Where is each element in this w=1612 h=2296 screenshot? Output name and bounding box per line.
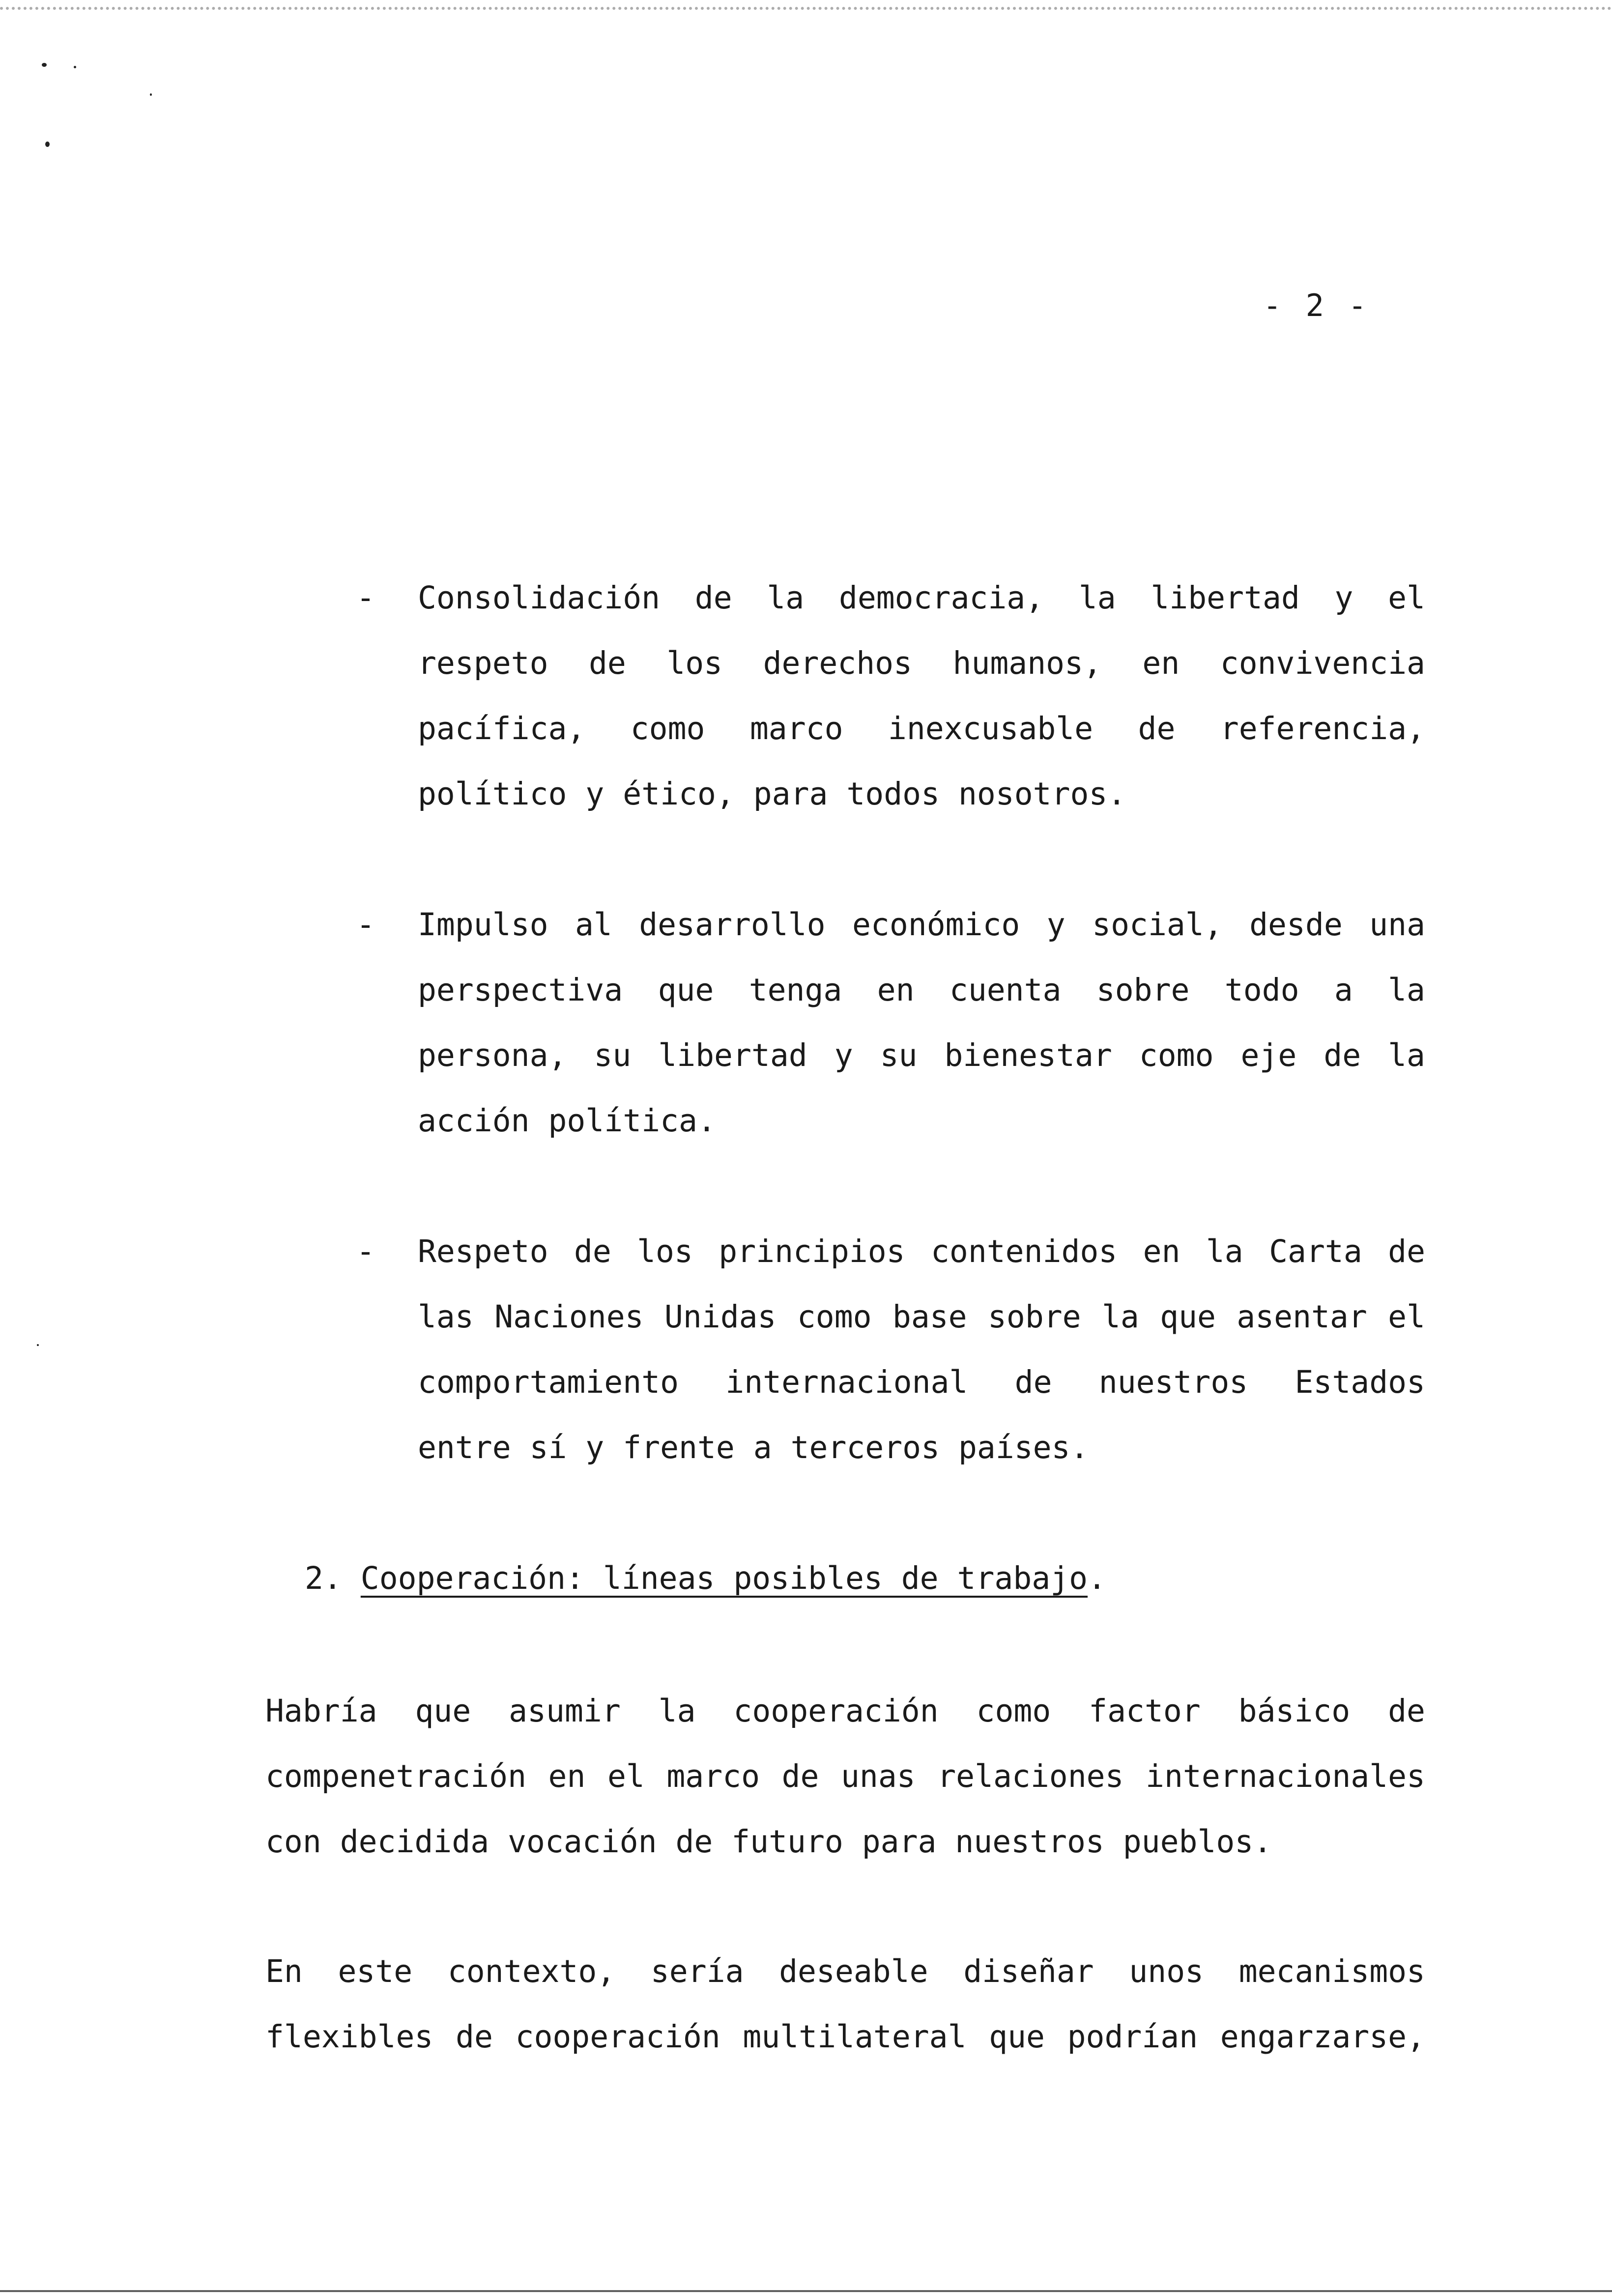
text-line: Impulso al desarrollo económico y social, desde una bbox=[418, 907, 1425, 943]
body-paragraph bbox=[265, 1678, 1425, 1874]
bullet-text bbox=[418, 892, 1425, 1153]
text-line: persona, su libertad y su bienestar como eje de la bbox=[418, 1037, 1425, 1073]
text-line: pacífica, como marco inexcusable de referencia, bbox=[418, 711, 1425, 746]
text-line: Respeto de los principios contenidos en la Carta de bbox=[418, 1234, 1425, 1269]
scan-speck bbox=[42, 63, 47, 67]
scan-speck bbox=[74, 66, 76, 68]
text-line: Habría que asumir la cooperación como factor básico de bbox=[265, 1693, 1425, 1729]
text-line: En este contexto, sería deseable diseñar unos mecanismos bbox=[265, 1953, 1425, 1989]
bullet-dash: - bbox=[356, 580, 375, 616]
section-number: 2. bbox=[305, 1560, 342, 1596]
section-title-end: . bbox=[1088, 1560, 1106, 1596]
text-line: Consolidación de la democracia, la libertad y el bbox=[418, 580, 1425, 616]
bullet-dash: - bbox=[356, 1234, 375, 1269]
text-line: perspectiva que tenga en cuenta sobre todo a la bbox=[418, 972, 1425, 1008]
text-line: comportamiento internacional de nuestros Estados bbox=[418, 1364, 1425, 1400]
body-paragraph bbox=[265, 1939, 1425, 2069]
bullet-text bbox=[418, 565, 1425, 827]
scan-speck bbox=[150, 93, 152, 96]
bullet-dash: - bbox=[356, 907, 375, 943]
section-title: Cooperación: líneas posibles de trabajo bbox=[360, 1560, 1088, 1596]
text-line: flexibles de cooperación multilateral que podrían engarzarse, bbox=[265, 2019, 1425, 2055]
text-line: acción política. bbox=[418, 1103, 716, 1139]
text-line: compenetración en el marco de unas relaciones internacionales bbox=[265, 1758, 1425, 1794]
text-line: político y ético, para todos nosotros. bbox=[418, 776, 1126, 812]
scan-speck bbox=[45, 142, 50, 147]
text-line: con decidida vocación de futuro para nuestros pueblos. bbox=[265, 1824, 1272, 1860]
text-line: las Naciones Unidas como base sobre la que asentar el bbox=[418, 1299, 1425, 1335]
text-line: respeto de los derechos humanos, en convivencia bbox=[418, 645, 1425, 681]
scan-top-edge bbox=[0, 0, 1612, 10]
section-heading bbox=[305, 1546, 1106, 1611]
text-line: entre sí y frente a terceros países. bbox=[418, 1430, 1089, 1465]
scan-speck bbox=[37, 1344, 39, 1346]
scan-bottom-edge bbox=[0, 2290, 1612, 2292]
bullet-text bbox=[418, 1219, 1425, 1480]
page-number: - 2 - bbox=[1263, 287, 1370, 323]
